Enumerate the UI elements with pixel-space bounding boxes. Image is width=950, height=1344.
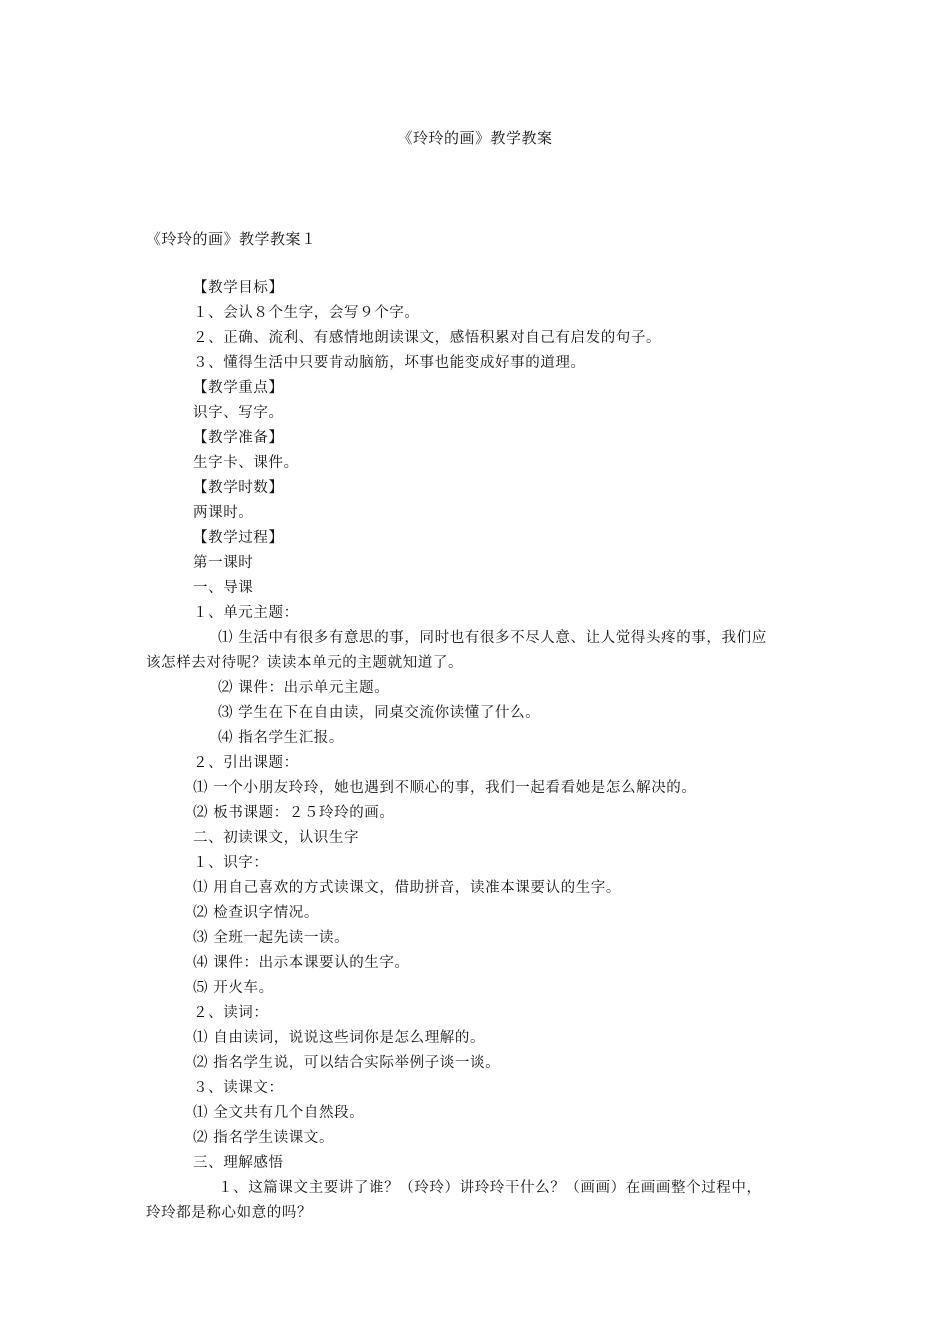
text-line: ⑴ 生活中有很多有意思的事，同时也有很多不尽人意、让人觉得头疼的事，我们应 (218, 630, 767, 646)
text-line: ⑵ 指名学生说，可以结合实际举例子谈一谈。 (193, 1055, 501, 1071)
text-line: 识字、写字。 (193, 405, 284, 421)
text-line: ⑶ 学生在下在自由读，同桌交流你读懂了什么。 (218, 705, 541, 721)
text-line: 二、初读课文，认识生字 (193, 830, 360, 846)
doc-subtitle: 《玲玲的画》教学教案１ (146, 230, 317, 248)
text-line: ⑴ 一个小朋友玲玲，她也遇到不顺心的事，我们一起看看她是怎么解决的。 (193, 780, 697, 796)
text-line: ２、引出课题： (193, 755, 299, 771)
text-line: 一、导课 (193, 580, 254, 596)
text-line: 生字卡、课件。 (193, 455, 299, 471)
text-line: 该怎样去对待呢？读读本单元的主题就知道了。 (146, 655, 464, 671)
text-line: ⑵ 指名学生读课文。 (193, 1130, 335, 1146)
text-line: １、会认８个生字，会写９个字。 (193, 305, 420, 321)
page-title: 《玲玲的画》教学教案 (397, 129, 553, 147)
text-line: ⑵ 课件：出示单元主题。 (218, 680, 390, 696)
document-body (146, 276, 811, 1226)
text-line: 【教学准备】 (193, 430, 284, 446)
text-line: 两课时。 (193, 505, 254, 521)
text-line: １、识字： (193, 855, 269, 871)
text-line: ⑴ 用自己喜欢的方式读课文，借助拼音，读准本课要认的生字。 (193, 880, 622, 896)
text-line: １、单元主题： (193, 605, 299, 621)
text-line: ３、读课文： (193, 1080, 284, 1096)
text-line: ⑵ 板书课题：２５玲玲的画。 (193, 805, 395, 821)
text-line: 【教学重点】 (193, 380, 284, 396)
text-line: １、这篇课文主要讲了谁？（玲玲）讲玲玲干什么？（画画）在画画整个过程中， (218, 1180, 762, 1196)
text-line: 玲玲都是称心如意的吗？ (146, 1205, 313, 1221)
text-line: 【教学过程】 (193, 530, 284, 546)
text-line: 【教学目标】 (193, 280, 284, 296)
text-line: 三、理解感悟 (193, 1155, 284, 1171)
text-line: ⑶ 全班一起先读一读。 (193, 930, 350, 946)
text-line: ⑴ 全文共有几个自然段。 (193, 1105, 365, 1121)
text-line: ２、正确、流利、有感情地朗读课文，感悟积累对自己有启发的句子。 (193, 330, 662, 346)
text-line: ⑸ 开火车。 (193, 980, 274, 996)
text-line: 【教学时数】 (193, 480, 284, 496)
text-line: 第一课时 (193, 555, 254, 571)
text-line: ⑴ 自由读词，说说这些词你是怎么理解的。 (193, 1030, 486, 1046)
text-line: ⑷ 指名学生汇报。 (218, 730, 345, 746)
text-line: ２、读词： (193, 1005, 269, 1021)
text-line: ３、懂得生活中只要肯动脑筋，坏事也能变成好事的道理。 (193, 355, 586, 371)
text-line: ⑵ 检查识字情况。 (193, 905, 320, 921)
text-line: ⑷ 课件：出示本课要认的生字。 (193, 955, 410, 971)
